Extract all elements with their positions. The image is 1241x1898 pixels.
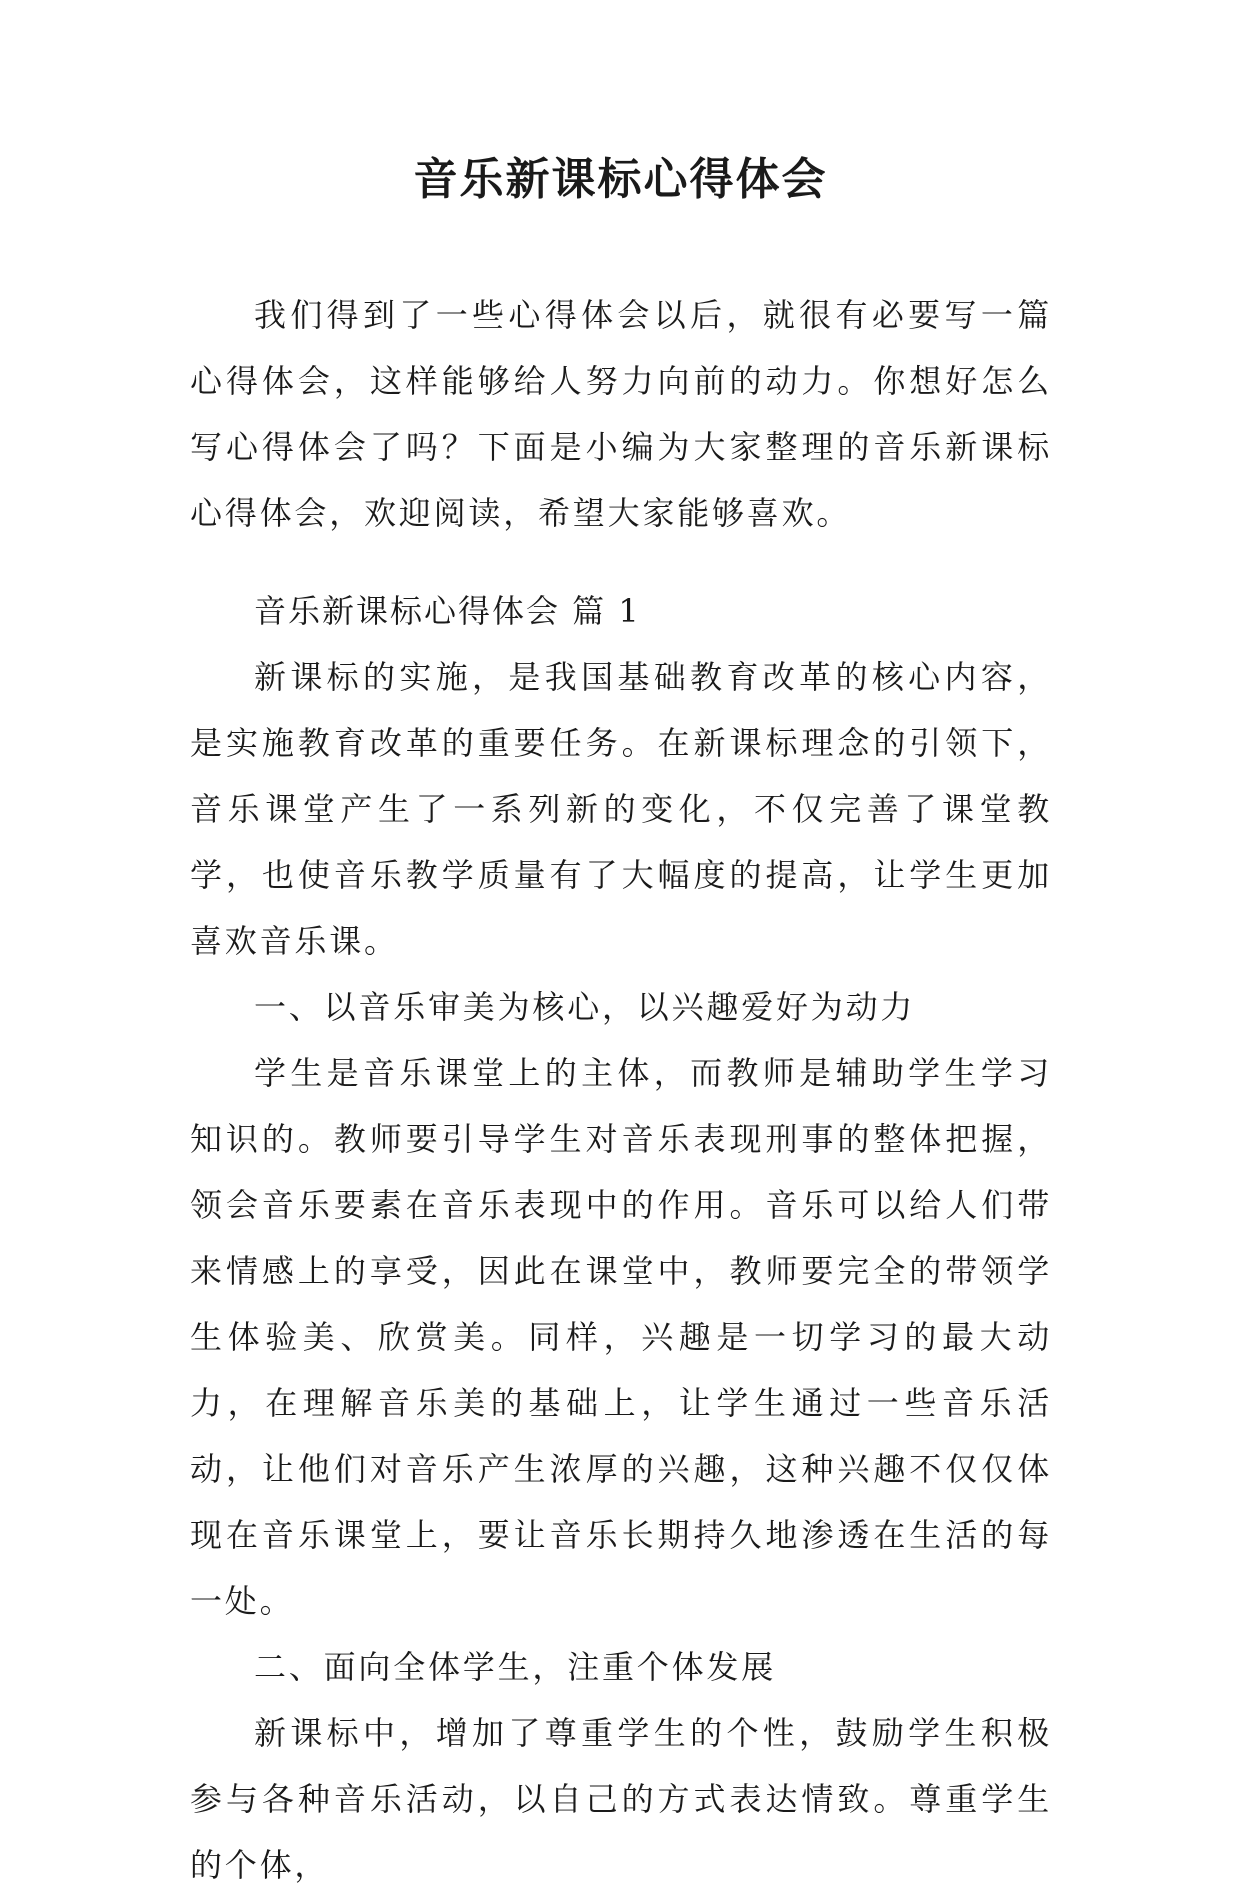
article-body xyxy=(190,578,1052,1898)
intro-paragraph: 我们得到了一些心得体会以后，就很有必要写一篇心得体会，这样能够给人努力向前的动力。你想好怎么写心得体会了吗？下面是小编为大家整理的音乐新课标心得体会，欢迎阅读，希望大家能够喜欢。 xyxy=(190,296,1052,532)
document-title: 音乐新课标心得体会 xyxy=(413,154,828,205)
section-title: 音乐新课标心得体会 篇 1 xyxy=(254,592,641,630)
subheading-1: 一、以音乐审美为核心，以兴趣爱好为动力 xyxy=(254,988,916,1026)
intro-block xyxy=(190,282,1052,546)
body-paragraph: 新课标中，增加了尊重学生的个性，鼓励学生积极参与各种音乐活动，以自己的方式表达情致。尊重学生的个体， xyxy=(190,1714,1052,1884)
subheading-2: 二、面向全体学生，注重个体发展 xyxy=(254,1648,777,1686)
body-paragraph: 学生是音乐课堂上的主体，而教师是辅助学生学习知识的。教师要引导学生对音乐表现刑事的整体把握，领会音乐要素在音乐表现中的作用。音乐可以给人们带来情感上的享受，因此在课堂中，教师要完全的带领学生体验美、欣赏美。同样，兴趣是一切学习的最大动力，在理解音乐美的基础上，让学生通过一些音乐活动，让他们对音乐产生浓厚的兴趣，这种兴趣不仅仅体现在音乐课堂上，要让音乐长期持久地渗透在生活的每一处。 xyxy=(190,1054,1052,1620)
body-paragraph: 新课标的实施，是我国基础教育改革的核心内容，是实施教育改革的重要任务。在新课标理念的引领下，音乐课堂产生了一系列新的变化，不仅完善了课堂教学，也使音乐教学质量有了大幅度的提高，让学生更加喜欢音乐课。 xyxy=(190,658,1052,960)
